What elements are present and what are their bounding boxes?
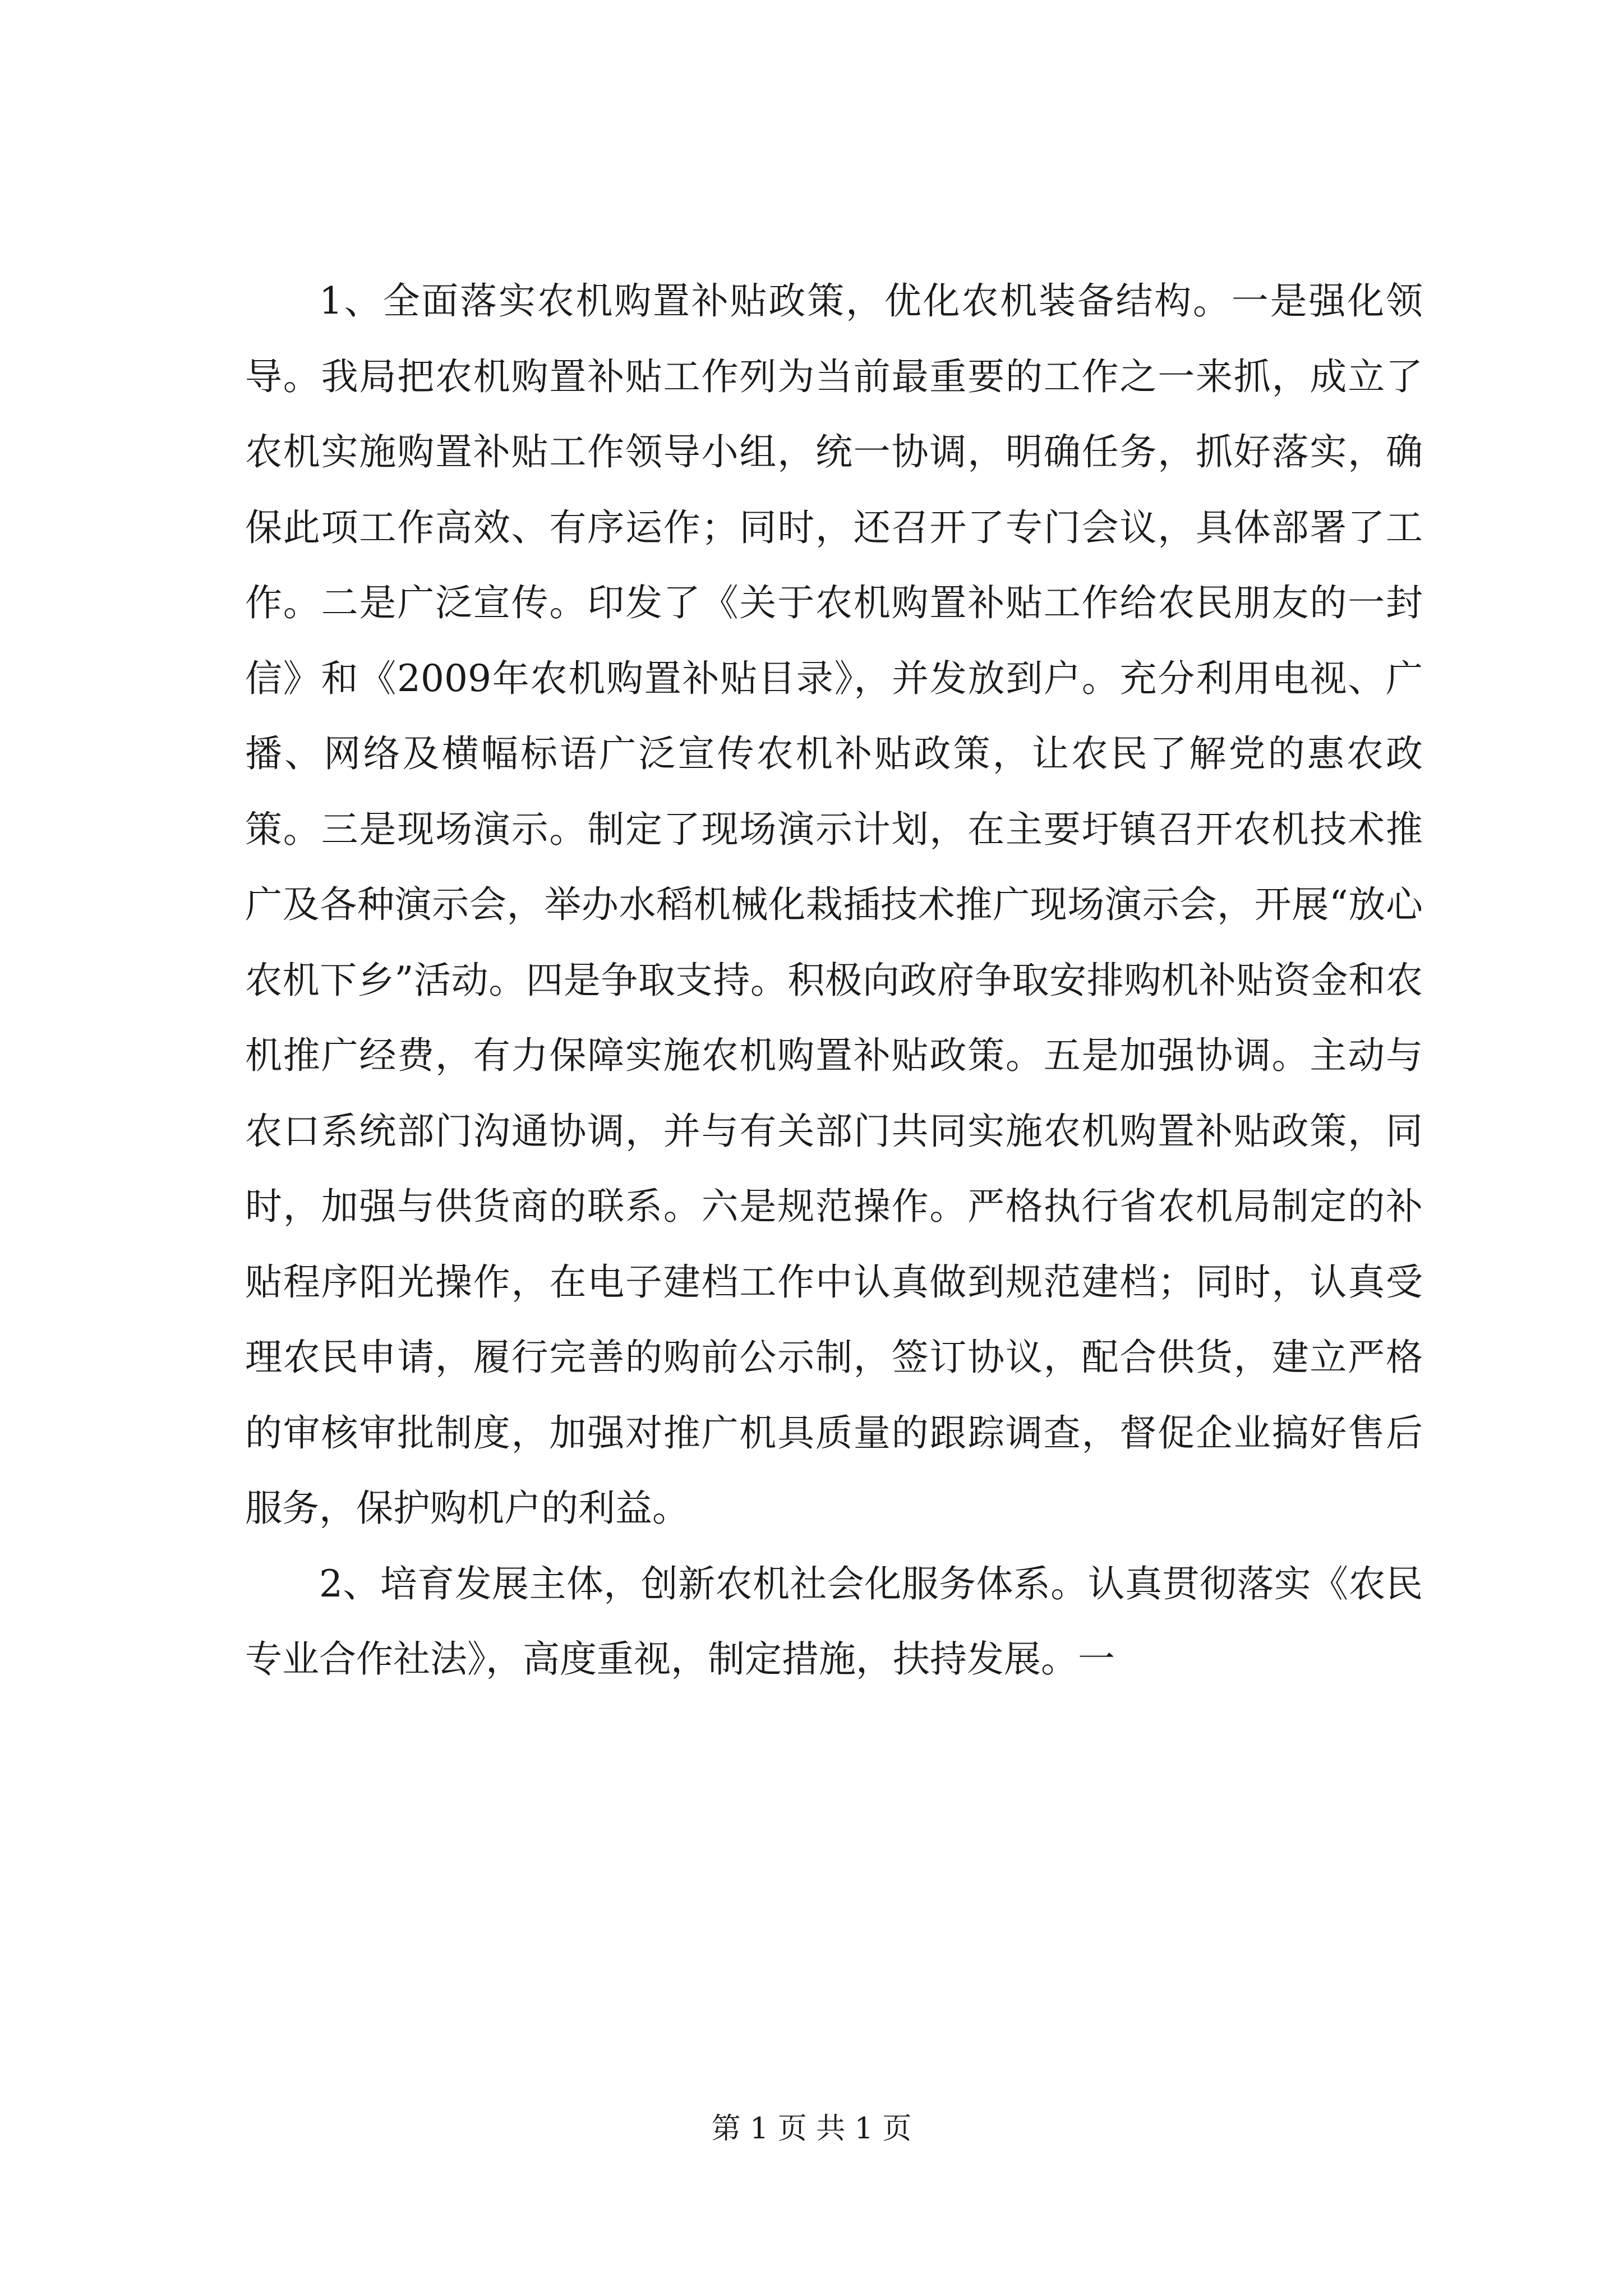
paragraph-1: 1、全面落实农机购置补贴政策，优化农机装备结构。一是强化领导。我局把农机购置补贴工作列为当前最重要的工作之一来抓，成立了农机实施购置补贴工作领导小组，统一协调，明确任务，抓好落实，确保此项工作高效、有序运作；同时，还召开了专门会议，具体部署了工作。二是广泛宣传。印发了《关于农机购置补贴工作给农民朋友的一封信》和《2009年农机购置补贴目录》，并发放到户。充分利用电视、广播、网络及横幅标语广泛宣传农机补贴政策，让农民了解党的惠农政策。三是现场演示。制定了现场演示计划，在主要圩镇召开农机技术推广及各种演示会，举办水稻机械化栽插技术推广现场演示会，开展“放心农机下乡”活动。四是争取支持。积极向政府争取安排购机补贴资金和农机推广经费，有力保障实施农机购置补贴政策。五是加强协调。主动与农口系统部门沟通协调，并与有关部门共同实施农机购置补贴政策，同时，加强与供货商的联系。六是规范操作。严格执行省农机局制定的补贴程序阳光操作，在电子建档工作中认真做到规范建档；同时，认真受理农民申请，履行完善的购前公示制，签订协议，配合供货，建立严格的审核审批制度，加强对推广机具质量的跟踪调查，督促企业搞好售后服务，保护购机户的利益。 (245, 279, 1423, 1530)
paragraph-2: 2、培育发展主体，创新农机社会化服务体系。认真贯彻落实《农民专业合作社法》，高度重视，制定措施，扶持发展。一 (245, 1562, 1423, 1681)
document-body (245, 264, 1423, 1697)
page-footer: 第 1 页 共 1 页 (711, 2112, 912, 2146)
